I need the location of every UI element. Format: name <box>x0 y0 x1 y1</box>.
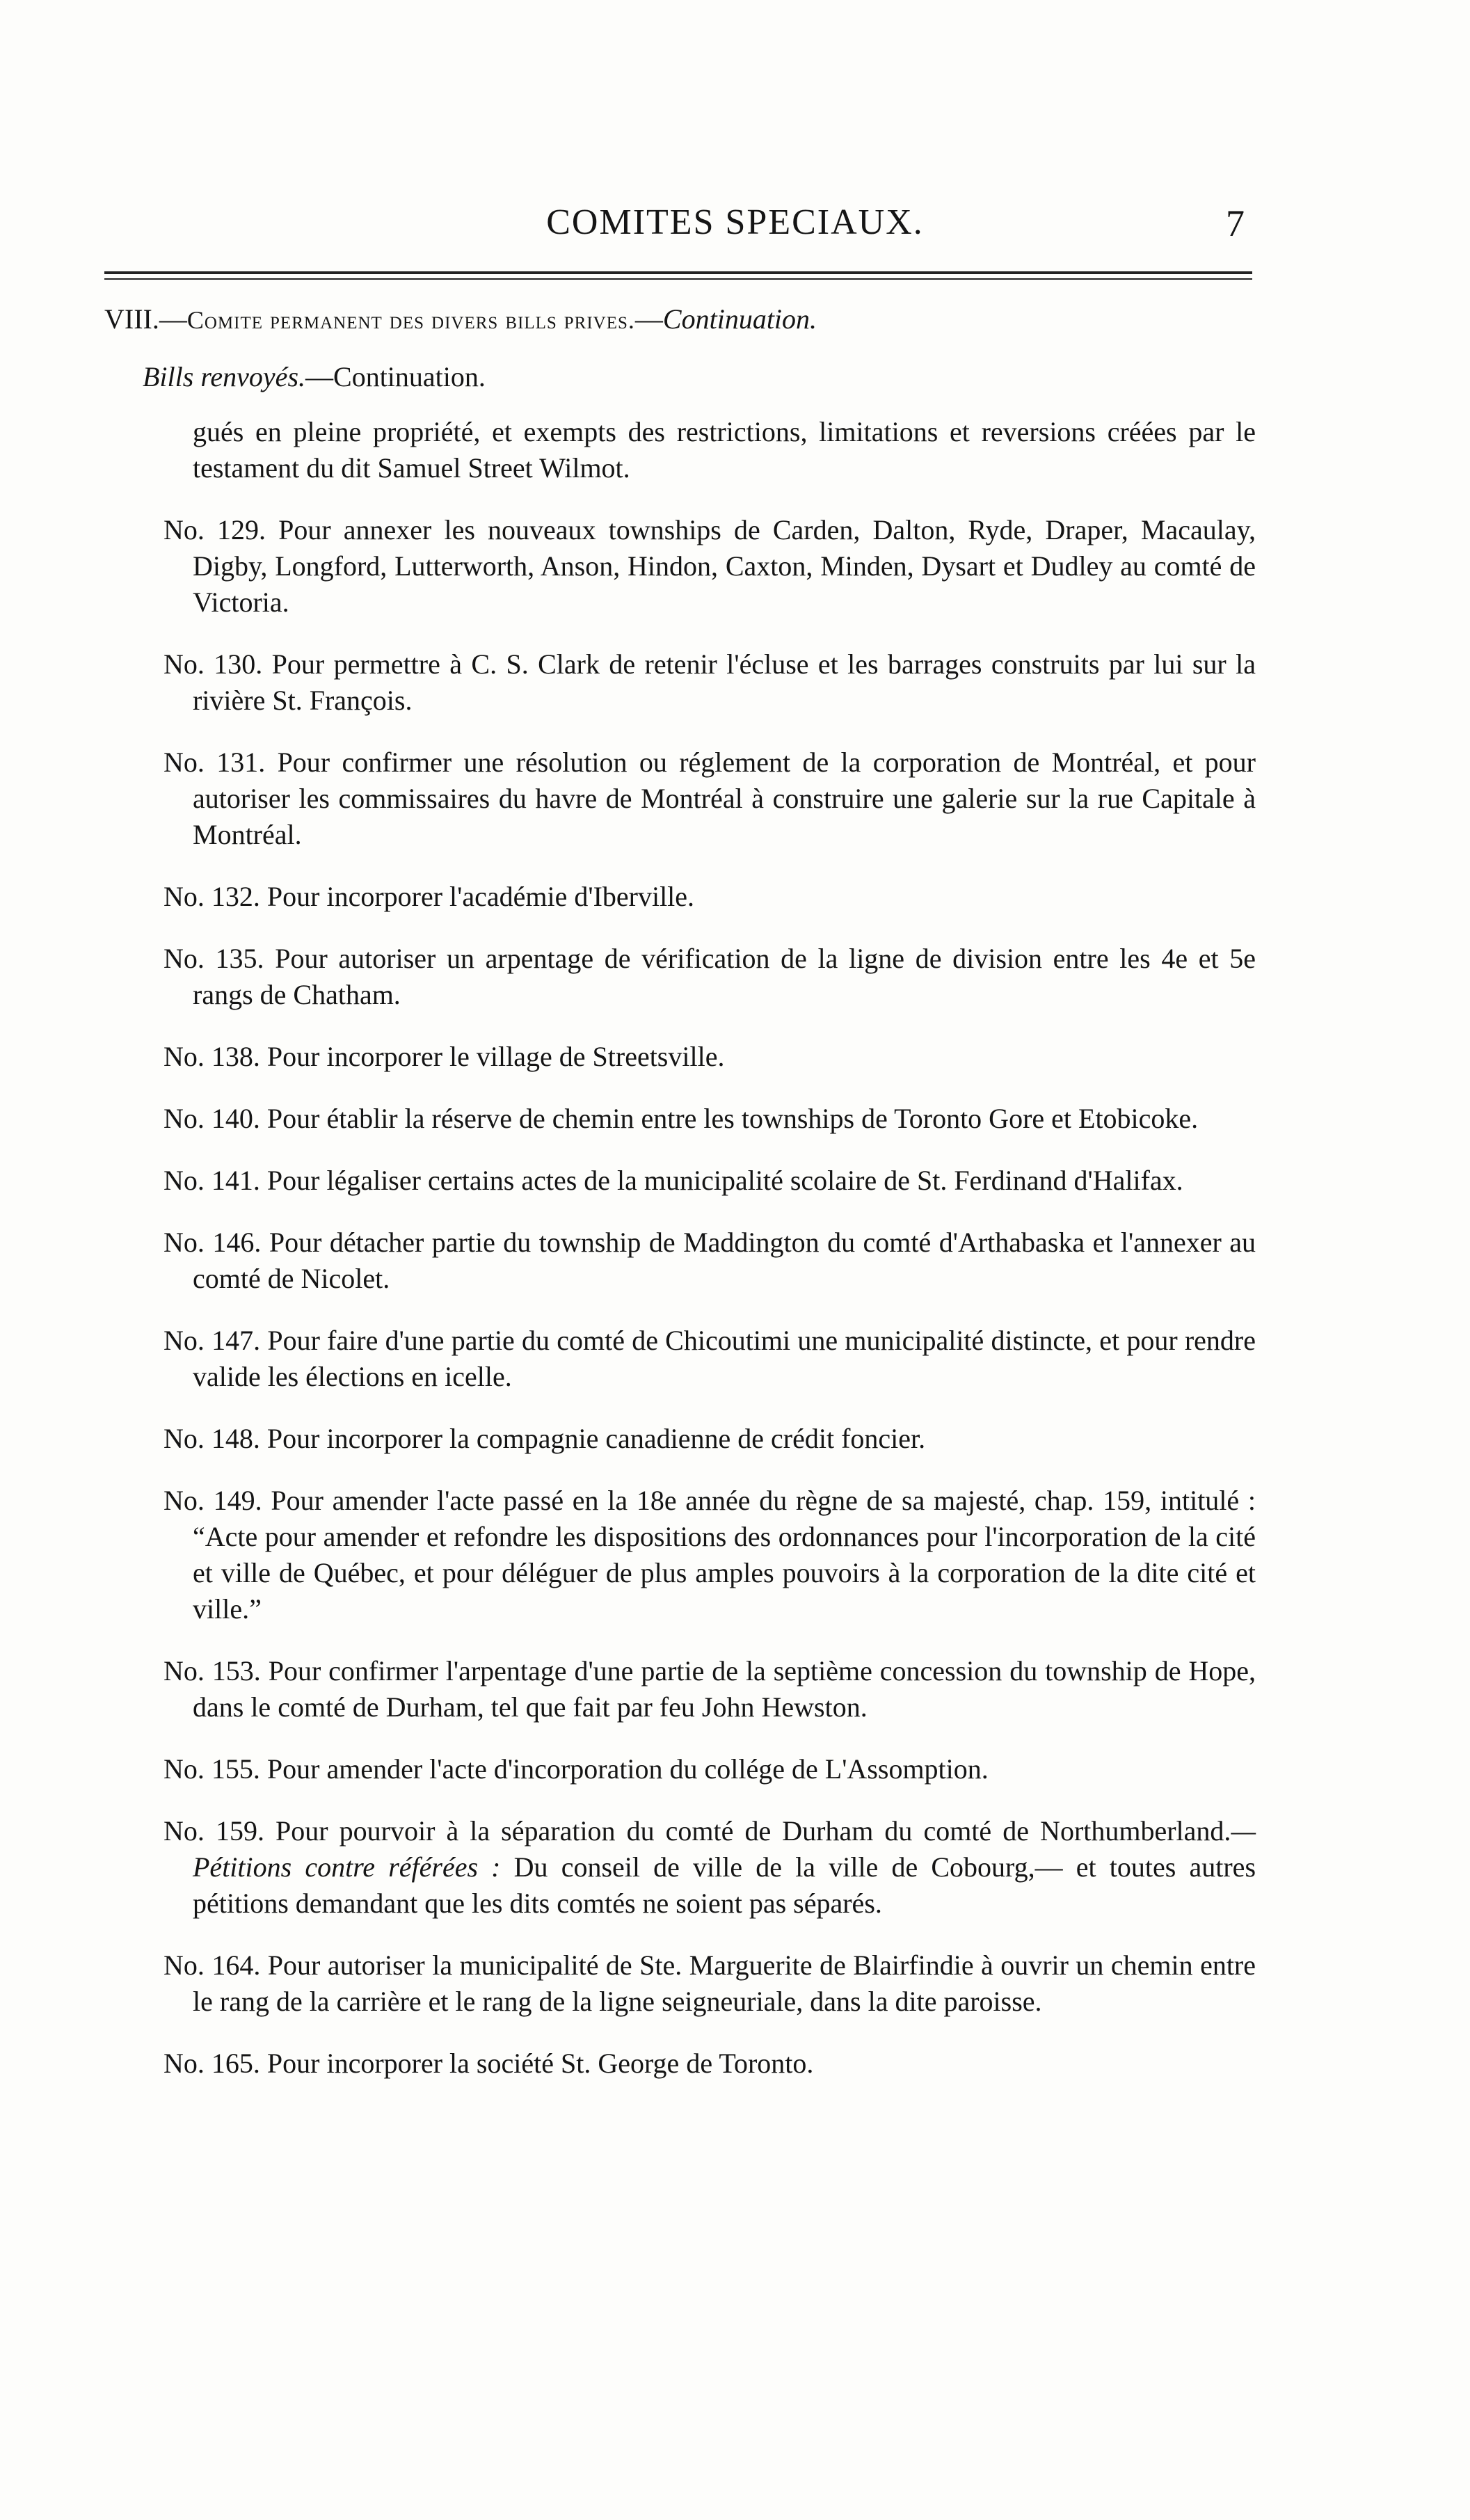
section-title: Comite permanent des divers bills prives. <box>186 306 635 334</box>
bill-entry-146 <box>163 1225 1256 1297</box>
bill-number: No. 164. <box>163 1949 261 1981</box>
bill-list <box>163 414 1256 2107</box>
bill-number: No. 131. <box>163 747 266 778</box>
bill-text: Pour permettre à C. S. Clark de retenir l'écluse et les barrages construits par lui sur la rivière St. François. <box>193 648 1256 716</box>
bill-text: Pour confirmer une résolution ou réglement de la corporation de Montréal, et pour autoriser les commissaires du havre de Montréal à construire une galerie sur la rue Capitale à Montréal. <box>193 747 1256 850</box>
bill-entry-164 <box>163 1947 1256 2020</box>
bill-number: No. 159. <box>163 1815 264 1847</box>
bill-text: Pour amender l'acte passé en la 18e année du règne de sa majesté, chap. 159, intitulé : “Acte pour amender et refondre les dispositions des ordonnances pour l'incorporation de la cité et ville de Québec, et pour déléguer de plus amples pouvoirs à la corporation de la dite cité et ville.” <box>193 1485 1256 1625</box>
section-continuation: Continuation. <box>662 303 817 335</box>
bill-number: No. 132. <box>163 881 260 912</box>
bill-text: Pour amender l'acte d'incorporation du collége de L'Assomption. <box>266 1753 989 1785</box>
bill-number: No. 135. <box>163 943 264 974</box>
section-dash: — <box>634 303 663 335</box>
bill-number: No. 153. <box>163 1655 261 1686</box>
subheading-continuation: —Continuation. <box>305 361 486 392</box>
bill-entry-138 <box>163 1039 1256 1075</box>
bill-text: Pour détacher partie du township de Maddington du comté d'Arthabaska et l'annexer au comté de Nicolet. <box>193 1227 1256 1294</box>
bill-number: No. 141. <box>163 1165 260 1196</box>
bill-entry-165 <box>163 2045 1256 2082</box>
bill-entry-153 <box>163 1653 1256 1725</box>
bill-entry-147 <box>163 1323 1256 1395</box>
bill-number: No. 138. <box>163 1041 260 1072</box>
bill-text: Pour annexer les nouveaux townships de Carden, Dalton, Ryde, Draper, Macaulay, Digby, Longford, Lutterworth, Anson, Hindon, Caxton, Minden, Dysart et Dudley au comté de Victoria. <box>193 514 1256 618</box>
bill-number: No. 149. <box>163 1485 262 1516</box>
bill-entry-155 <box>163 1751 1256 1787</box>
bill-entry-132 <box>163 879 1256 915</box>
page-header-title: COMITES SPECIAUX. <box>546 202 924 242</box>
bill-number: No. 147. <box>163 1325 261 1356</box>
bill-text: Pour légaliser certains actes de la municipalité scolaire de St. Ferdinand d'Halifax. <box>266 1165 1183 1196</box>
section-roman: VIII.— <box>104 303 187 335</box>
bill-number: No. 130. <box>163 648 263 680</box>
petition-label: —Pétitions contre référées : <box>193 1815 1256 1883</box>
bill-text: Pour établir la réserve de chemin entre les townships de Toronto Gore et Etobicoke. <box>266 1103 1199 1134</box>
bill-text: Pour autoriser un arpentage de vérification de la ligne de division entre les 4e et 5e rangs de Chatham. <box>193 943 1256 1010</box>
bill-entry-130 <box>163 646 1256 719</box>
bill-entry-159 <box>163 1813 1256 1922</box>
subheading-label: Bills renvoyés. <box>143 361 306 392</box>
bill-entry-135 <box>163 941 1256 1013</box>
bill-text: Pour pourvoir à la séparation du comté de Durham du comté de Northumberland. <box>275 1815 1231 1847</box>
bill-number: No. 148. <box>163 1423 260 1454</box>
bill-number: No. 129. <box>163 514 266 545</box>
bill-entry-140 <box>163 1101 1256 1137</box>
petition-text: Du conseil de ville de la ville de Cobourg,— et toutes autres pétitions demandant que les dits comtés ne soient pas séparés. <box>193 1851 1256 1919</box>
bill-entry-129 <box>163 512 1256 621</box>
bill-text: Pour incorporer l'académie d'Iberville. <box>266 881 695 912</box>
bill-text: Pour faire d'une partie du comté de Chicoutimi une municipalité distincte, et pour rendre valide les élections en icelle. <box>193 1325 1256 1392</box>
bill-text: Pour autoriser la municipalité de Ste. Marguerite de Blairfindie à ouvrir un chemin entre le rang de la carrière et le rang de la ligne seigneuriale, dans la dite paroisse. <box>193 1949 1256 2017</box>
header-rule-thin <box>104 278 1252 280</box>
bill-text: Pour confirmer l'arpentage d'une partie de la septième concession du township de Hope, dans le comté de Durham, tel que fait par feu John Hewston. <box>193 1655 1256 1723</box>
bill-number: No. 155. <box>163 1753 260 1785</box>
bill-number: No. 146. <box>163 1227 262 1258</box>
bill-entry-131 <box>163 744 1256 853</box>
bill-entry-141 <box>163 1163 1256 1199</box>
bill-number: No. 140. <box>163 1103 260 1134</box>
bill-text: Pour incorporer la société St. George de Toronto. <box>266 2048 814 2079</box>
section-heading <box>104 303 1252 335</box>
header-rule-thick <box>104 271 1252 274</box>
bill-entry-149 <box>163 1483 1256 1627</box>
bill-entry-148 <box>163 1421 1256 1457</box>
bill-text: Pour incorporer le village de Streetsville. <box>266 1041 725 1072</box>
bills-subheading <box>143 360 486 393</box>
page-number: 7 <box>1226 202 1245 244</box>
bill-number: No. 165. <box>163 2048 260 2079</box>
bill-text: Pour incorporer la compagnie canadienne de crédit foncier. <box>266 1423 926 1454</box>
continued-paragraph: gués en pleine propriété, et exempts des restrictions, limitations et reversions créées par le testament du dit Samuel Street Wilmot. <box>193 416 1256 484</box>
